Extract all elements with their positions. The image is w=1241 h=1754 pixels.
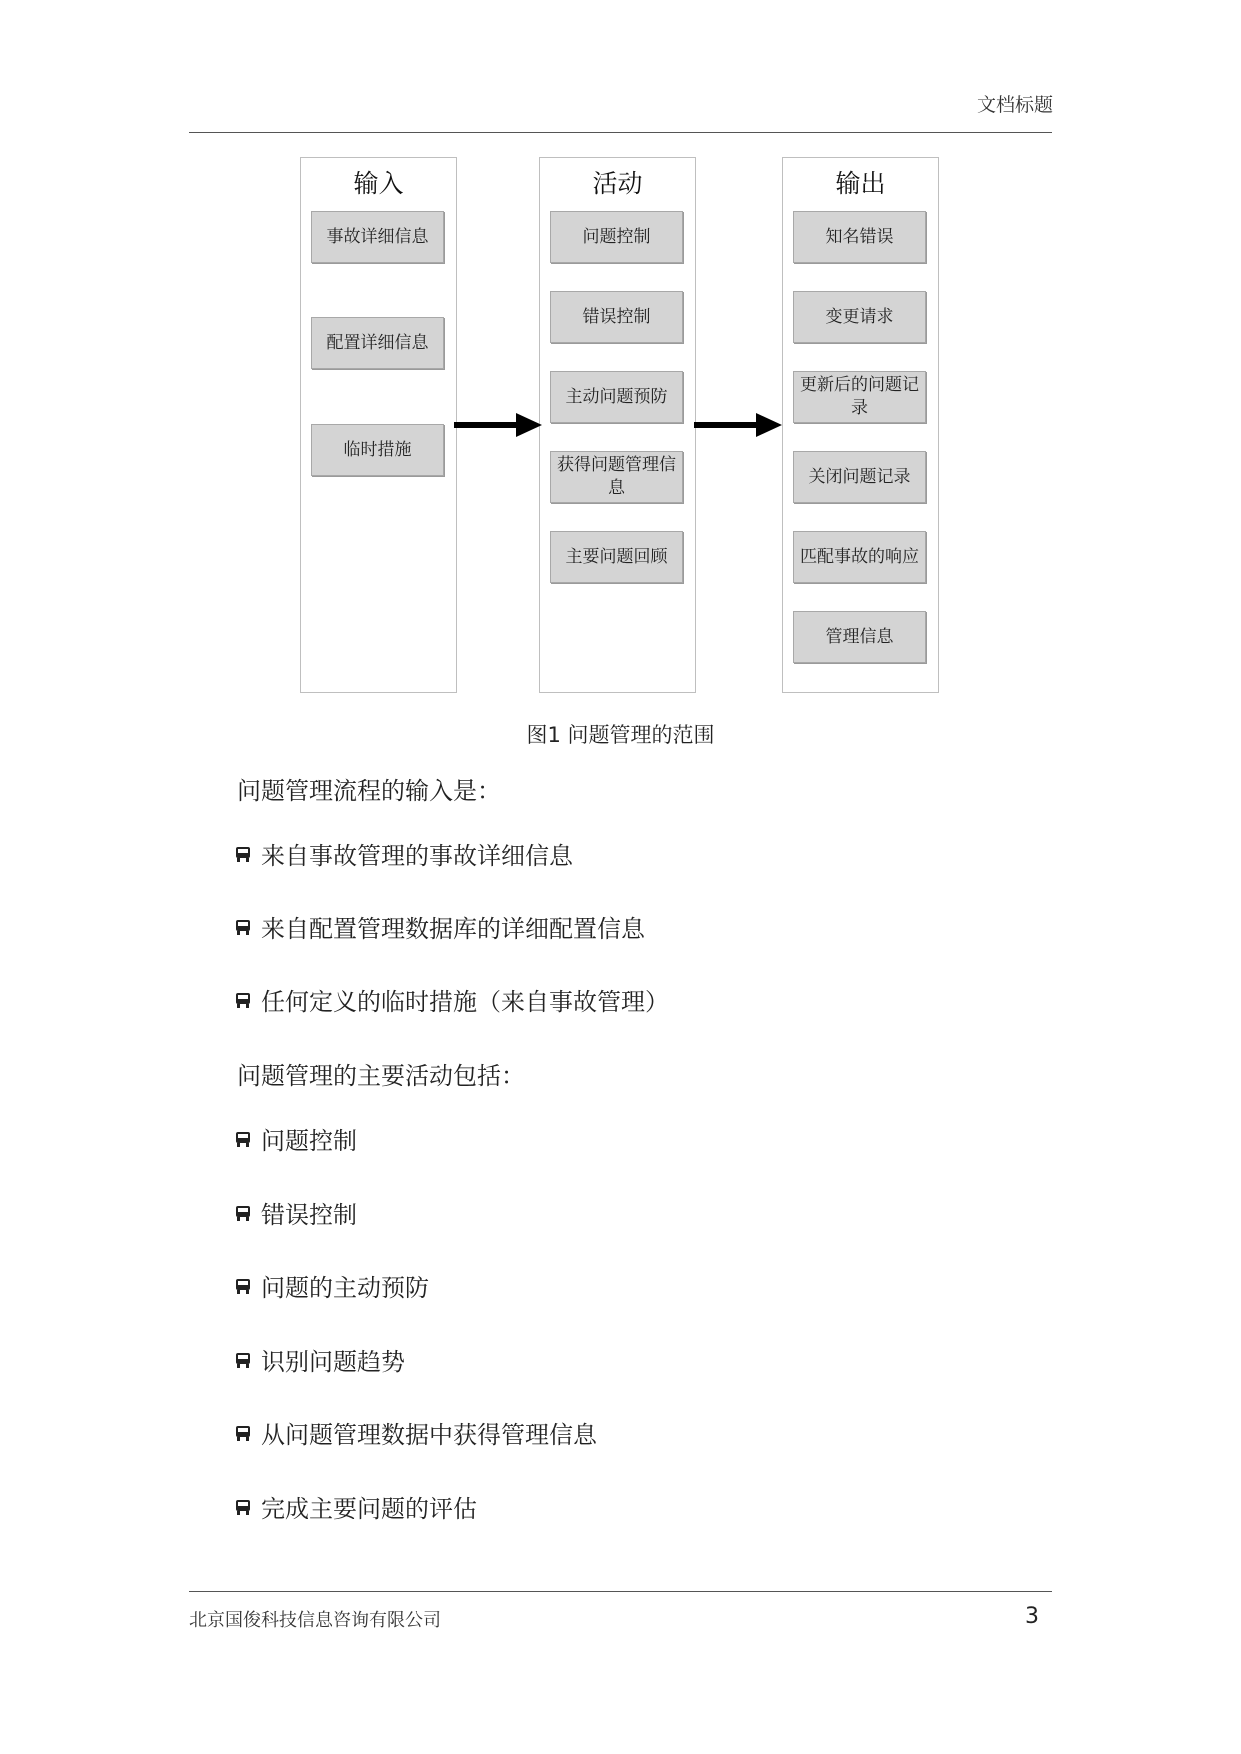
diagram-box: 匹配事故的响应 [793, 531, 926, 583]
header-rule [189, 132, 1052, 133]
diagram-box: 知名错误 [793, 211, 926, 263]
list-item [235, 836, 573, 871]
page-number: 3 [1025, 1604, 1039, 1629]
list-item-text: 错误控制 [261, 1201, 357, 1229]
list-item [235, 1415, 597, 1450]
bus-bullet-icon [235, 1498, 251, 1516]
list-item-text: 完成主要问题的评估 [261, 1495, 477, 1523]
list-item-text: 问题的主动预防 [261, 1274, 429, 1302]
column-input [300, 157, 457, 693]
list-item-text: 任何定义的临时措施（来自事故管理） [261, 988, 669, 1016]
list-item-text: 来自事故管理的事故详细信息 [261, 842, 573, 870]
list-item [235, 1121, 357, 1156]
inputs-intro: 问题管理流程的输入是： [237, 777, 501, 805]
footer-rule [189, 1591, 1052, 1592]
activities-intro: 问题管理的主要活动包括： [237, 1062, 525, 1090]
bus-bullet-icon [235, 1351, 251, 1369]
figure-caption: 图1 问题管理的范围 [526, 723, 715, 747]
arrow-right-icon [692, 410, 784, 440]
bus-bullet-icon [235, 1277, 251, 1295]
column-output [782, 157, 939, 693]
column-title: 活动 [592, 169, 643, 198]
diagram-box: 主要问题回顾 [550, 531, 683, 583]
list-item [235, 909, 645, 944]
arrow-right-icon [452, 410, 544, 440]
list-item-text: 问题控制 [261, 1127, 357, 1155]
diagram-box: 获得问题管理信息 [550, 451, 683, 503]
bus-bullet-icon [235, 1424, 251, 1442]
list-item [235, 1268, 429, 1303]
column-title: 输入 [353, 169, 404, 198]
diagram-box: 错误控制 [550, 291, 683, 343]
diagram-box: 管理信息 [793, 611, 926, 663]
bus-bullet-icon [235, 1130, 251, 1148]
list-item [235, 1489, 477, 1524]
list-item-text: 识别问题趋势 [261, 1348, 405, 1376]
column-title: 输出 [835, 169, 886, 198]
header-title: 文档标题 [976, 94, 1053, 116]
bus-bullet-icon [235, 1204, 251, 1222]
list-item [235, 1195, 357, 1230]
list-item-text: 从问题管理数据中获得管理信息 [261, 1421, 597, 1449]
footer-company: 北京国俊科技信息咨询有限公司 [189, 1610, 441, 1631]
bus-bullet-icon [235, 845, 251, 863]
list-item-text: 来自配置管理数据库的详细配置信息 [261, 915, 645, 943]
bus-bullet-icon [235, 918, 251, 936]
list-item [235, 1342, 405, 1377]
diagram-box: 变更请求 [793, 291, 926, 343]
diagram-box: 临时措施 [311, 424, 444, 476]
diagram-box: 关闭问题记录 [793, 451, 926, 503]
diagram-box: 更新后的问题记录 [793, 371, 926, 423]
bus-bullet-icon [235, 991, 251, 1009]
diagram-box: 问题控制 [550, 211, 683, 263]
list-item [235, 982, 669, 1017]
diagram-box: 配置详细信息 [311, 317, 444, 369]
diagram-box: 事故详细信息 [311, 211, 444, 263]
diagram-box: 主动问题预防 [550, 371, 683, 423]
column-activity [539, 157, 696, 693]
